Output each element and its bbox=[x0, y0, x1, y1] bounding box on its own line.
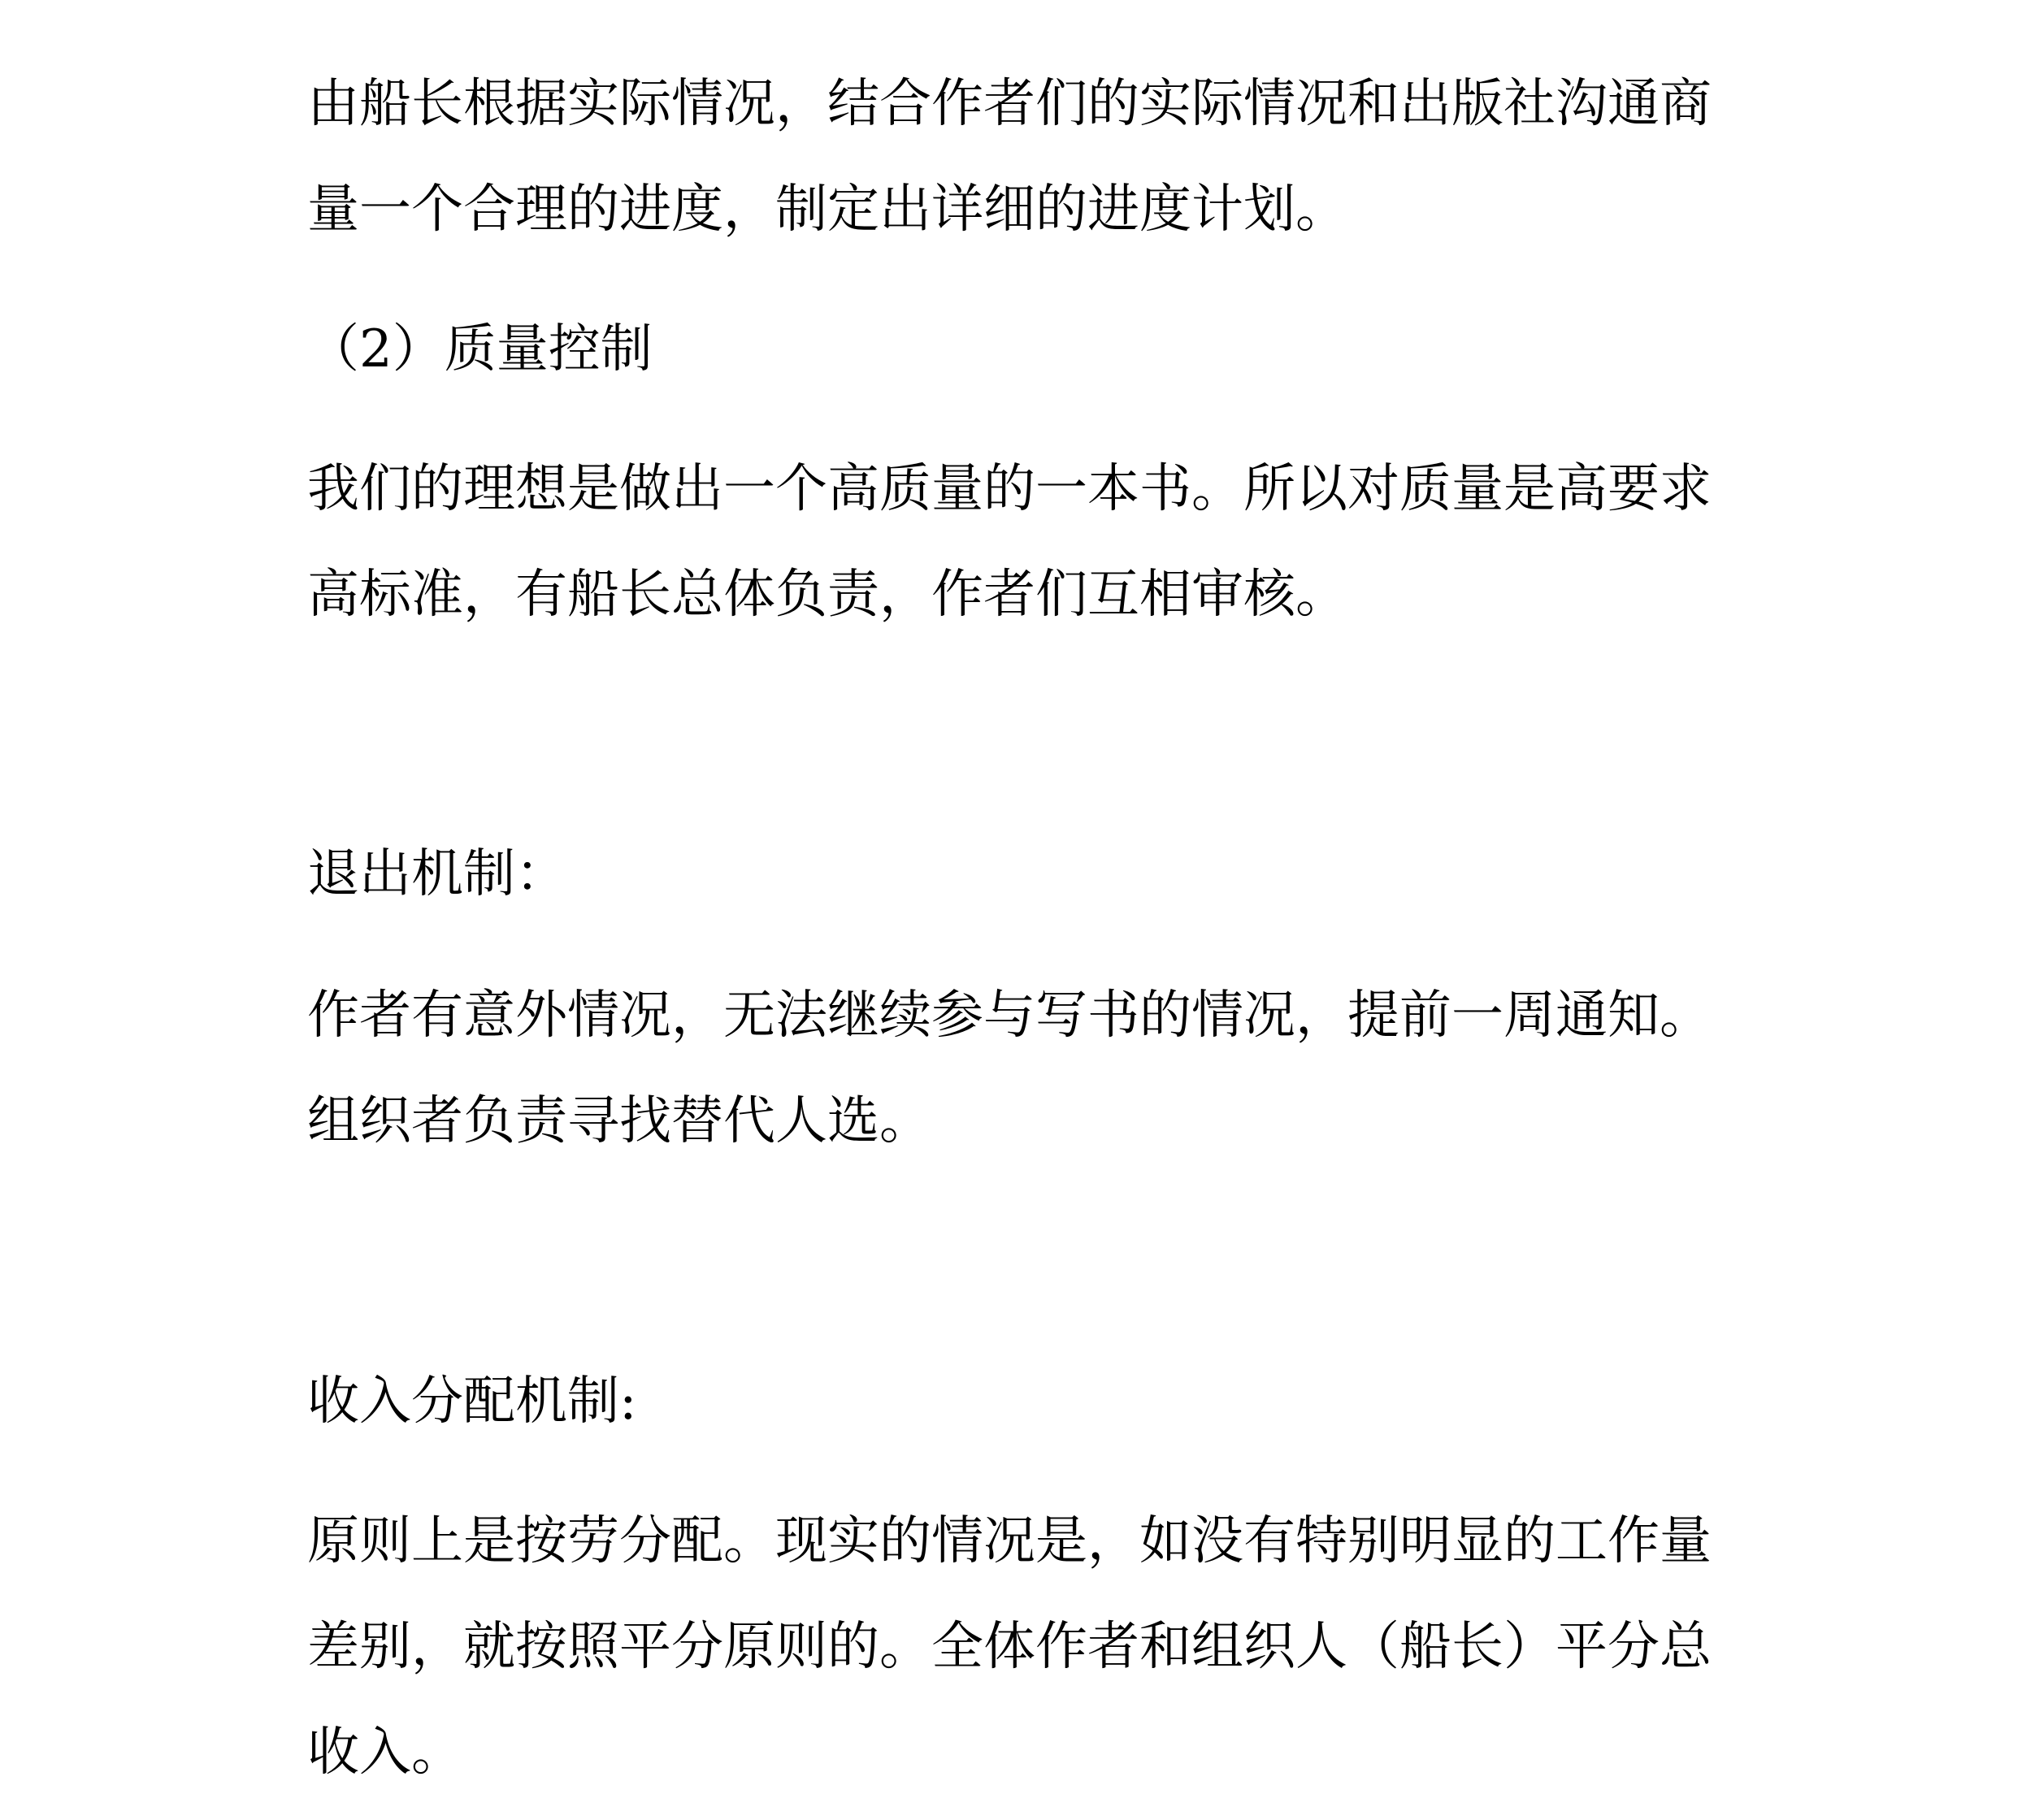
paragraph-line: 收入。 bbox=[307, 1722, 463, 1783]
paragraph-line: 组织者负责寻找替代人选。 bbox=[307, 1091, 931, 1151]
section-heading: 退出机制： bbox=[307, 844, 567, 904]
paragraph-line: 差别，就按照平分原则的。全体作者和组织人（船长）平分总 bbox=[307, 1617, 1712, 1677]
section-heading: 收入分配机制: bbox=[307, 1372, 637, 1432]
paragraph-line: 量一个合理的进度，制定出详细的进度计划。 bbox=[307, 180, 1347, 240]
paragraph-line: 原则上是按劳分配。现实的情况是，如没有特别明显的工作量 bbox=[307, 1511, 1712, 1571]
paragraph-line: 高标准，有船长总体负责，作者们互相审核。 bbox=[307, 565, 1347, 625]
section-heading: （2）质量控制 bbox=[307, 319, 653, 379]
paragraph-line: 作者有意外情况，无法继续参与写书的情况，提前一周通知。 bbox=[307, 986, 1712, 1046]
paragraph-line: 我们的理想是做出一个高质量的一本书。所以对质量是高要求 bbox=[307, 459, 1712, 519]
paragraph-line: 由船长根据实际情况，结合作者们的实际情况和出版社沟通商 bbox=[307, 74, 1712, 134]
